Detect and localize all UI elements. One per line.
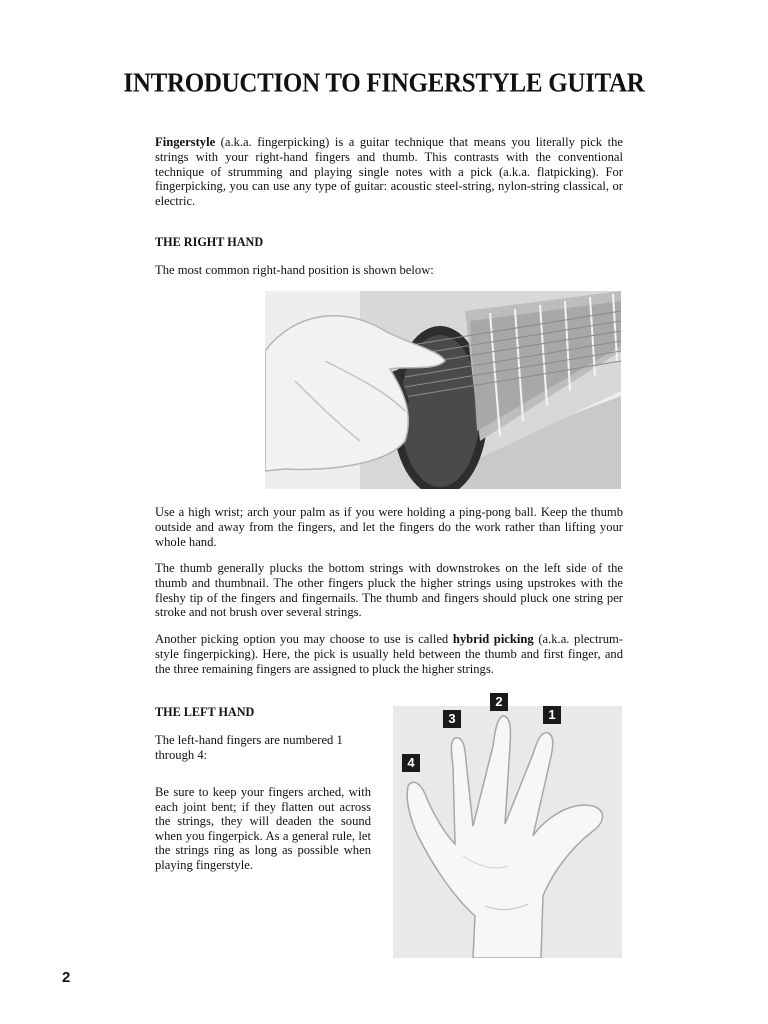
finger-label-2: 2 [490,693,508,711]
hybrid-lead-text: Another picking option you may choose to use is called [155,632,453,646]
right-hand-paragraph-2: The thumb generally plucks the bottom strings with downstrokes on the left side of the thumb and thumbnail. The other fingers pluck the higher strings using upstrokes with the fleshy tip of the fingers and fingernails. The thumb and fingers should pluck one string per stroke and not brush over several strings. [155,561,623,620]
left-hand-illustration [393,706,622,958]
left-hand-heading: THE LEFT HAND [155,705,255,719]
fingerstyle-term: Fingerstyle [155,135,216,149]
left-hand-paragraph-2: Be sure to keep your fingers arched, with each joint bent; if they flatten out across the strings, they will deaden the sound when you fingerpick. As a general rule, let the strings ring as long as possible when playing fingerstyle. [155,785,371,872]
finger-label-1: 1 [543,706,561,724]
right-hand-heading: THE RIGHT HAND [155,235,264,249]
page-number: 2 [62,969,71,986]
right-hand-paragraph-1: Use a high wrist; arch your palm as if you were holding a ping-pong ball. Keep the thumb outside and away from the fingers, and let the fingers do the work rather than lifting your whole hand. [155,505,623,549]
page-title: INTRODUCTION TO FINGERSTYLE GUITAR [123,68,645,99]
right-hand-photo [265,291,621,489]
intro-paragraph [155,135,623,209]
finger-label-3: 3 [443,710,461,728]
left-hand-paragraph-1: The left-hand fingers are numbered 1 through 4: [155,733,343,762]
left-hand-photo [393,694,622,958]
right-hand-paragraph-3 [155,632,623,676]
right-hand-lead: The most common right-hand position is shown below: [155,263,434,277]
right-hand-illustration [265,291,621,489]
hybrid-picking-term: hybrid picking [452,632,534,646]
intro-text: (a.k.a. fingerpicking) is a guitar technique that means you literally pick the strings with your right-hand fingers and thumb. This contrasts with the conventional technique of strumming and playing single notes with a pick (a.k.a. flatpicking). For fingerpicking, you can use any type of guitar: acoustic steel-string, nylon-string classical, or electric. [155,135,623,209]
finger-label-4: 4 [402,754,420,772]
hybrid-trailing-text: (a.k.a. plectrum-style fingerpicking). Here, the pick is usually held between the thumb and first finger, and the three remaining fingers are assigned to pluck the higher strings. [155,632,623,676]
